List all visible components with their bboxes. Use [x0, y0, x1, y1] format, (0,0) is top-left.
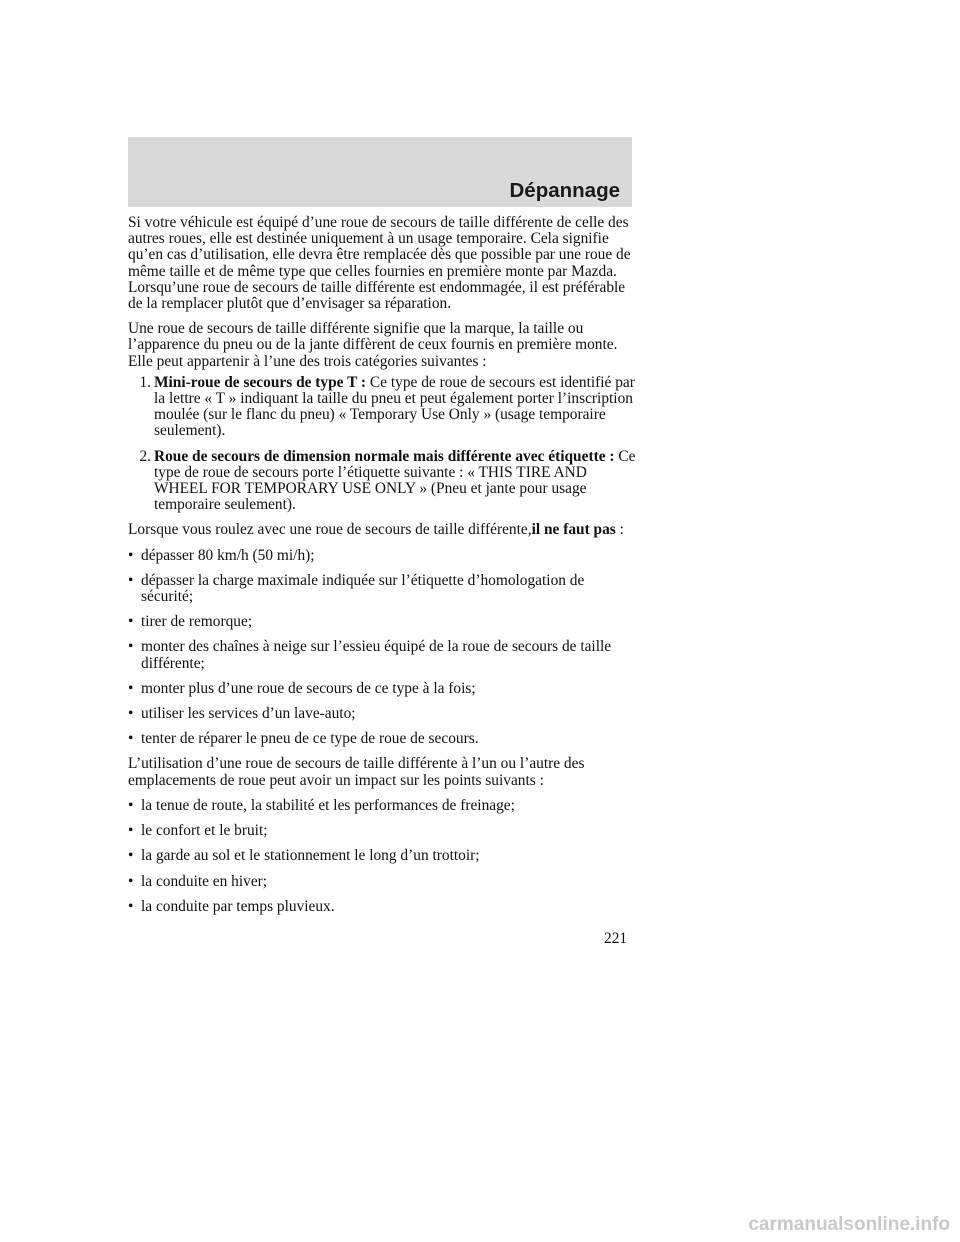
list-item: [128, 639, 638, 671]
bullet-icon: •: [128, 847, 134, 865]
item-text: tirer de remorque;: [141, 613, 253, 631]
list-item: [128, 375, 638, 440]
section-header: [128, 137, 632, 207]
restrictions-intro-tail: :: [615, 521, 624, 539]
bullet-icon: •: [128, 705, 134, 723]
item-text: Ce type de roue de secours est identifié par la lettre « T » indiquant la taille du pneu et peut également porter l’inscription moulée (sur le flanc du pneu) « Temporary Use Only » (usage temporaire seulement).: [154, 373, 635, 440]
impacts-list: [128, 798, 638, 915]
restrictions-emphasis: il ne faut pas: [531, 521, 616, 539]
page-number: 221: [604, 930, 628, 947]
impacts-intro: L’utilisation d’une roue de secours de taille différente à l’un ou l’autre des emplacements de roue peut avoir un impact sur les points suivants :: [128, 755, 585, 789]
item-text: tenter de réparer le pneu de ce type de roue de secours.: [141, 730, 479, 748]
item-heading: Mini-roue de secours de type T :: [154, 373, 367, 391]
list-item: [128, 823, 638, 839]
list-item: [128, 899, 638, 915]
item-text: le confort et le bruit;: [141, 822, 268, 840]
restrictions-list: [128, 548, 638, 748]
list-item: [128, 848, 638, 864]
item-text: la garde au sol et le stationnement le long d’un trottoir;: [141, 847, 480, 865]
list-number: 2.: [139, 447, 151, 465]
item-text: monter plus d’une roue de secours de ce type à la fois;: [141, 679, 476, 697]
bullet-icon: •: [128, 872, 134, 890]
watermark: carmanualsonline.info: [748, 1214, 950, 1235]
bullet-icon: •: [128, 613, 134, 631]
list-item: [128, 449, 638, 514]
categories-paragraph: Une roue de secours de taille différente signifie que la marque, la taille ou l’apparence du pneu ou de la jante diffèrent de ceux fournis en première monte. Elle peut appartenir à l’une des trois catégories suivantes :: [128, 320, 618, 370]
item-text: monter des chaînes à neige sur l’essieu équipé de la roue de secours de taille différente;: [141, 638, 612, 672]
list-item: [128, 798, 638, 814]
bullet-icon: •: [128, 571, 134, 589]
list-item: [128, 614, 638, 630]
list-item: [128, 681, 638, 697]
bullet-icon: •: [128, 822, 134, 840]
item-text: dépasser la charge maximale indiquée sur l’étiquette d’homologation de sécurité;: [141, 571, 585, 606]
list-number: 1.: [139, 373, 151, 391]
item-heading: Roue de secours de dimension normale mais différente avec étiquette :: [154, 447, 615, 465]
bullet-icon: •: [128, 730, 134, 748]
bullet-icon: •: [128, 796, 134, 814]
item-text: la tenue de route, la stabilité et les performances de freinage;: [141, 796, 515, 814]
list-item: [128, 874, 638, 890]
restrictions-intro: [128, 522, 638, 538]
item-text: la conduite par temps pluvieux.: [141, 897, 335, 915]
item-text: Ce type de roue de secours porte l’étiquette suivante : « THIS TIRE AND WHEEL FOR TEMPORARY USE ONLY » (Pneu et jante pour usage temporaire seulement).: [154, 447, 636, 514]
section-title: Dépannage: [509, 179, 620, 202]
list-item: [128, 573, 638, 605]
spare-categories-list: [128, 375, 638, 514]
item-text: la conduite en hiver;: [141, 872, 268, 890]
bullet-icon: •: [128, 679, 134, 697]
item-text: dépasser 80 km/h (50 mi/h);: [141, 546, 315, 564]
list-item: [128, 706, 638, 722]
page-content: [128, 215, 638, 924]
list-item: [128, 548, 638, 564]
list-item: [128, 731, 638, 747]
item-text: utiliser les services d’un lave-auto;: [141, 705, 356, 723]
intro-paragraph: Si votre véhicule est équipé d’une roue de secours de taille différente de celle des autres roues, elle est destinée uniquement à un usage temporaire. Cela signifie qu’en cas d’utilisation, elle devra être remplacée dès que possible par une roue de même taille et de même type que celles fournies en première monte par Mazda. Lorsqu’une roue de secours de taille différente est endommagée, il est préférable de la remplacer plutôt que d’envisager sa réparation.: [128, 214, 631, 313]
bullet-icon: •: [128, 897, 134, 915]
bullet-icon: •: [128, 638, 134, 656]
bullet-icon: •: [128, 546, 134, 564]
restrictions-intro-text: Lorsque vous roulez avec une roue de secours de taille différente,: [128, 521, 532, 539]
